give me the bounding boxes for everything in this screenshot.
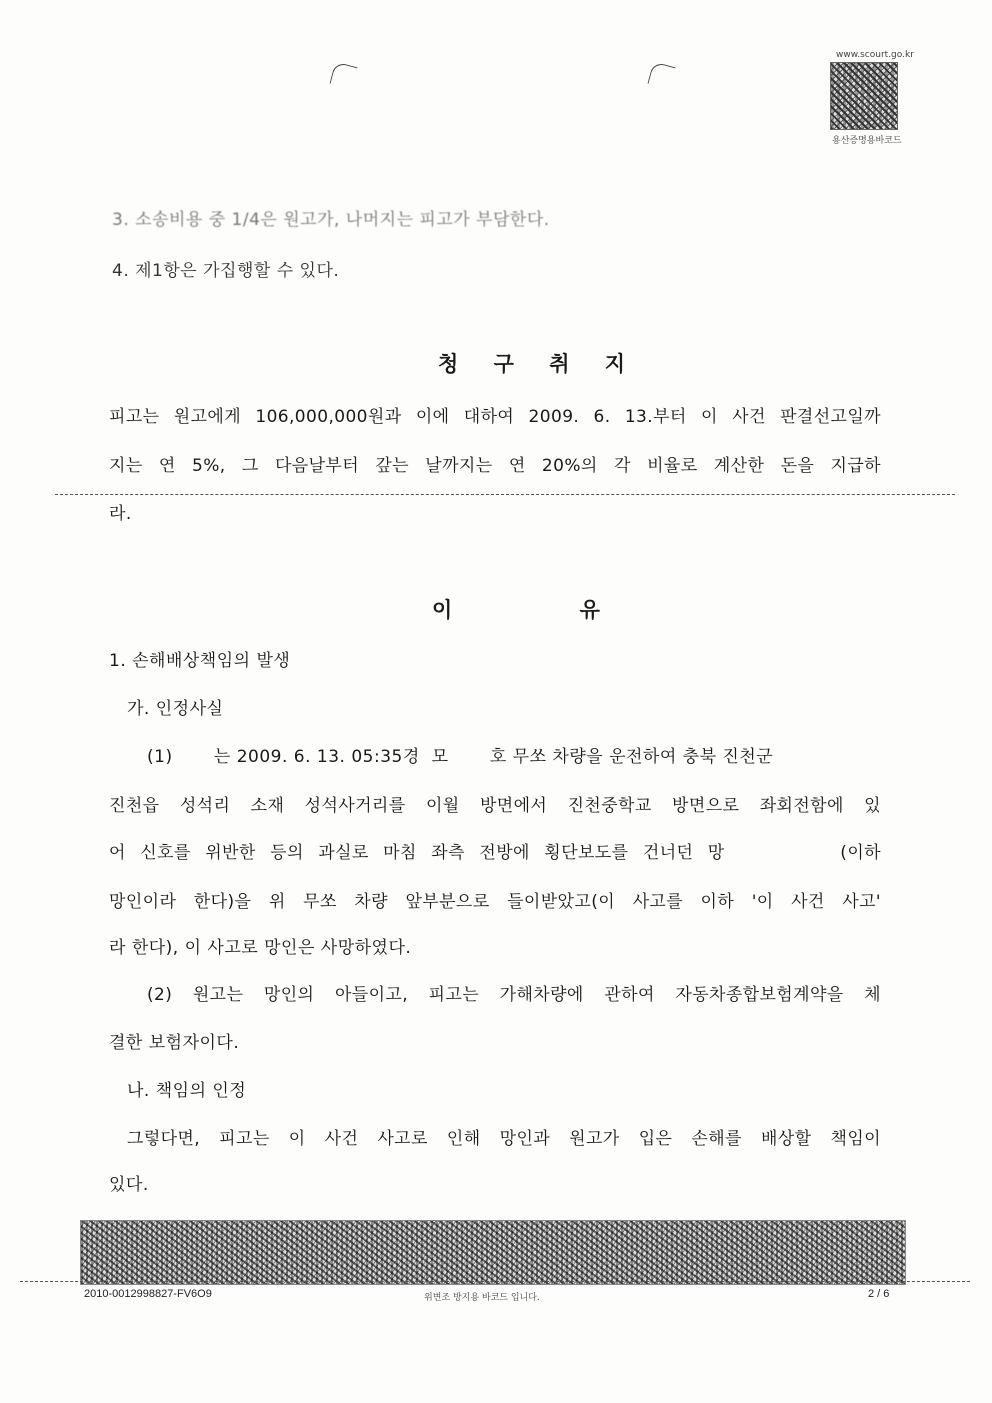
paragraph-line: 그렇다면, 피고는 이 사건 사고로 인해 망인과 원고가 입은 손해를 배상할 책임이 — [127, 1129, 881, 1149]
paragraph-line: (1) 는 2009. 6. 13. 05:35경 모 호 무쏘 차량을 운전하여 충북 진천군 — [147, 747, 774, 767]
paragraph-line: 어 신호를 위반한 등의 과실로 마침 좌측 전방에 횡단보도를 건너던 망 (이하 — [109, 843, 881, 863]
section-title: 1. 손해배상책임의 발생 — [109, 651, 291, 671]
reasons-heading: 이 유 — [432, 598, 660, 622]
paragraph-line: (2) 원고는 망인의 아들이고, 피고는 가해차량에 관하여 자동차종합보험계약을 체 — [147, 985, 881, 1005]
item-3-faded: 3. 소송비용 중 1/4은 원고가, 나머지는 피고가 부담한다. — [112, 210, 550, 230]
paragraph-line: 결한 보험자이다. — [109, 1033, 240, 1053]
barcode-note: 위변조 방지용 바코드 입니다. — [424, 1293, 540, 1303]
paragraph-line: 진천읍 성석리 소재 성석사거리를 이월 방면에서 진천중학교 방면으로 좌회전함에 있 — [109, 796, 881, 816]
qr-code — [830, 62, 898, 130]
page-number: 2 / 6 — [868, 1288, 890, 1300]
document-id: 2010-0012998827-FV6O9 — [84, 1288, 212, 1300]
punch-hole-mark — [647, 61, 675, 89]
claim-line: 라. — [109, 504, 132, 524]
subsection-title: 나. 책임의 인정 — [127, 1081, 247, 1101]
subsection-title: 가. 인정사실 — [127, 699, 224, 719]
claim-line: 지는 연 5%, 그 다음날부터 갚는 날까지는 연 20%의 각 비율로 계산한 돈을 지급하 — [109, 456, 881, 476]
punch-hole-mark — [329, 61, 357, 89]
claim-heading: 청 구 취 지 — [438, 352, 640, 376]
fold-line — [55, 494, 955, 495]
footer-rule — [20, 1281, 970, 1282]
security-barcode — [80, 1220, 906, 1285]
paragraph-line: 라 한다), 이 사고로 망인은 사망하였다. — [109, 938, 412, 958]
paragraph-line: 망인이라 한다)을 위 무쏘 차량 앞부분으로 들이받았고(이 사고를 이하 '이 사건 사고' — [109, 892, 881, 912]
claim-line: 피고는 원고에게 106,000,000원과 이에 대하여 2009. 6. 13.부터 이 사건 판결선고일까 — [109, 407, 881, 427]
item-4: 4. 제1항은 가집행할 수 있다. — [112, 261, 340, 281]
paragraph-line: 있다. — [109, 1175, 149, 1195]
url-text: www.scourt.go.kr — [836, 50, 914, 60]
qr-caption: 용산증명용바코드 — [832, 136, 902, 146]
